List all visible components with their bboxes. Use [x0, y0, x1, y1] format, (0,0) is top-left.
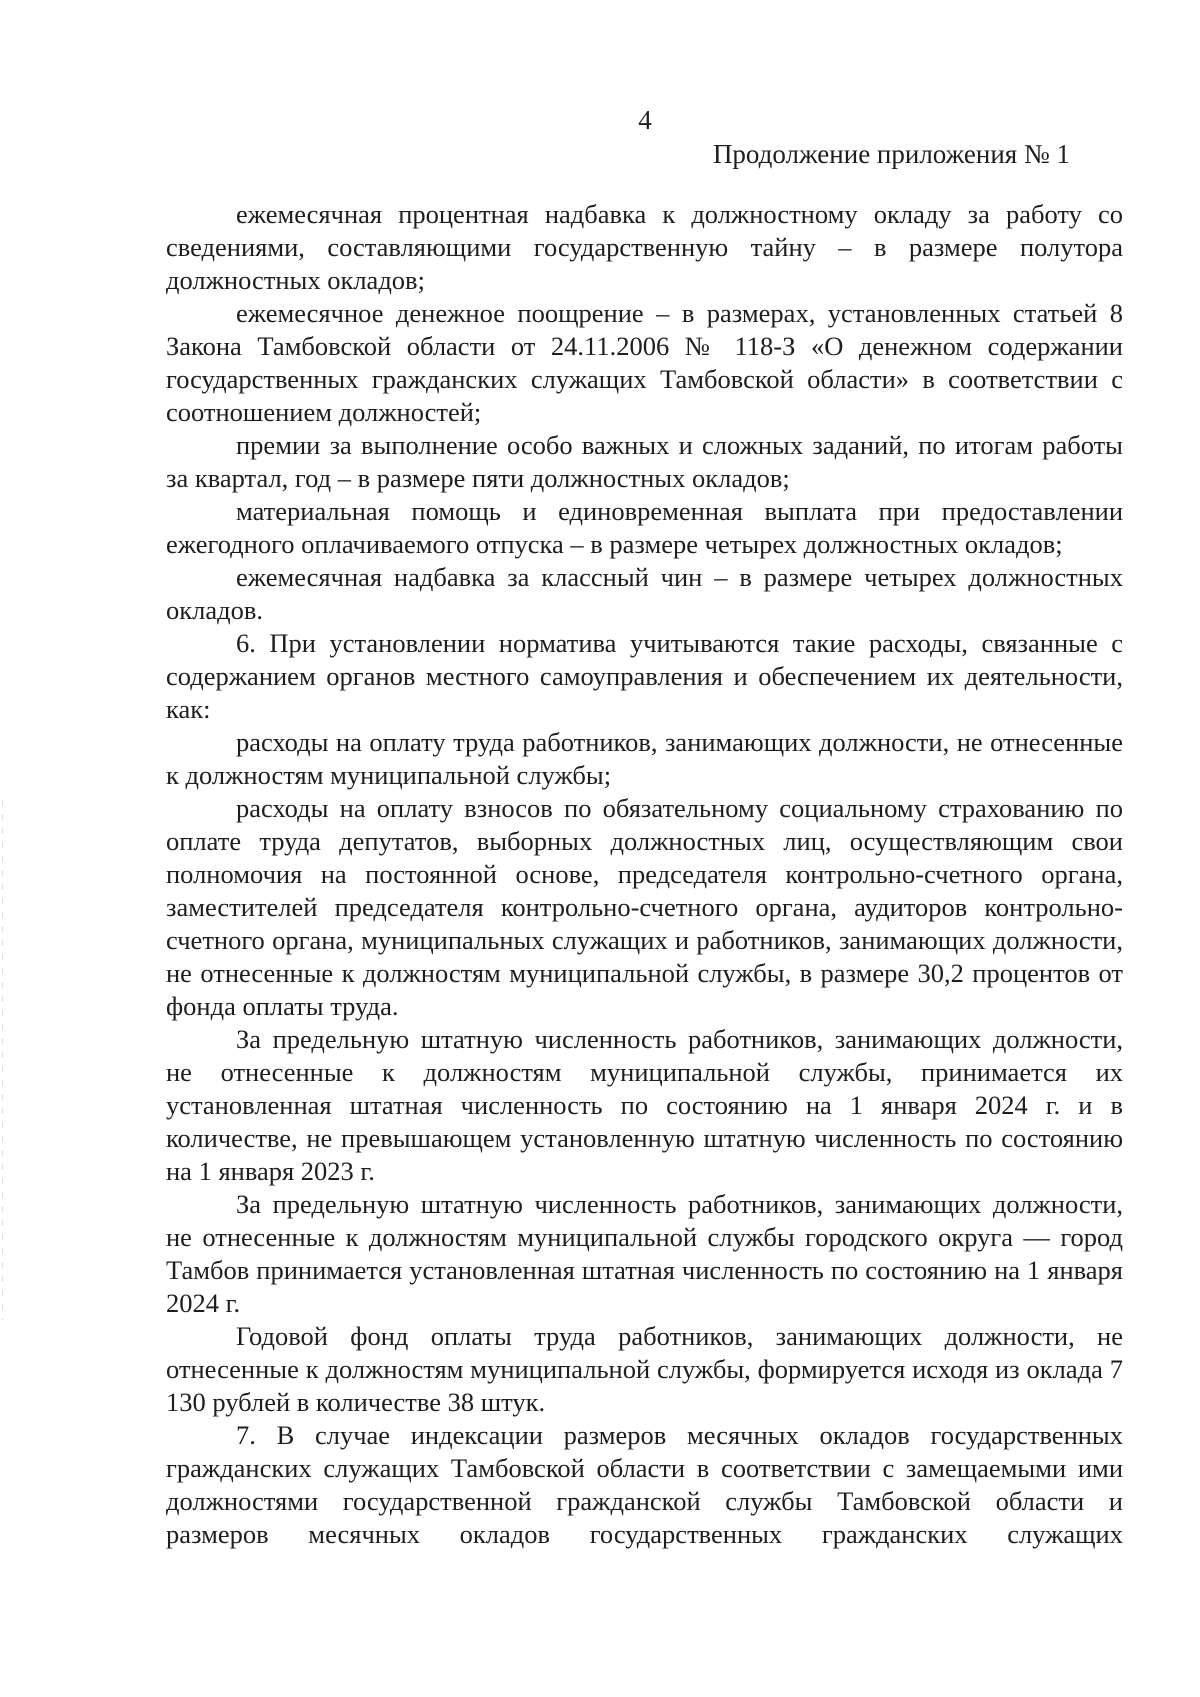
paragraph: расходы на оплату взносов по обязательному социальному страхованию по оплате труда депутатов, выборных должностных лиц, осуществляющим свои полномочия на постоянной основе, председателя контрольно-счетного органа, заместителей председателя контрольно-счетного органа, аудиторов контрольно-счетного органа, муниципальных служащих и работников, занимающих должности, не отнесенные к должностям муниципальной службы, в размере 30,2 процентов от фонда оплаты труда. — [166, 793, 1123, 1021]
paragraph: За предельную штатную численность работников, занимающих должности, не отнесенные к должностям муниципальной службы, принимается их установленная штатная численность по состоянию на 1 января 2024 г. и в количестве, не превышающем установленную штатную численность по состоянию на 1 января 2023 г. — [166, 1024, 1123, 1186]
scan-edge-mark — [2, 800, 3, 1320]
page-number: 4 — [638, 105, 652, 135]
paragraph: ежемесячная процентная надбавка к должностному окладу за работу со сведениями, составляющими государственную тайну – в размере полутора должностных окладов; — [166, 199, 1123, 295]
paragraph: 6. При установлении норматива учитываются такие расходы, связанные с содержанием органов местного самоуправления и обеспечением их деятельности, как: — [166, 628, 1123, 724]
paragraph: премии за выполнение особо важных и сложных заданий, по итогам работы за квартал, год – в размере пяти должностных окладов; — [166, 430, 1123, 493]
paragraph: материальная помощь и единовременная выплата при предоставлении ежегодного оплачиваемого отпуска – в размере четырех должностных окладов; — [166, 496, 1123, 559]
paragraph: Годовой фонд оплаты труда работников, занимающих должности, не отнесенные к должностям муниципальной службы, формируется исходя из оклада 7 130 рублей в количестве 38 штук. — [166, 1321, 1123, 1417]
paragraph: расходы на оплату труда работников, занимающих должности, не отнесенные к должностям муниципальной службы; — [166, 727, 1123, 790]
document-body — [166, 198, 1123, 1551]
paragraph: За предельную штатную численность работников, занимающих должности, не отнесенные к должностям муниципальной службы городского округа — город Тамбов принимается установленная штатная численность по состоянию на 1 января 2024 г. — [166, 1189, 1123, 1318]
appendix-continuation-label: Продолжение приложения № 1 — [712, 139, 1070, 169]
paragraph: 7. В случае индексации размеров месячных окладов государственных гражданских служащих Тамбовской области в соответствии с замещаемыми ими должностями государственной гражданской службы Тамбовской области и размеров месячных окладов государственных гражданских служащих — [166, 1420, 1123, 1549]
paragraph: ежемесячное денежное поощрение – в размерах, установленных статьей 8 Закона Тамбовской области от 24.11.2006 № 118-З «О денежном содержании государственных гражданских служащих Тамбовской области» в соответствии с соотношением должностей; — [166, 298, 1123, 427]
paragraph: ежемесячная надбавка за классный чин – в размере четырех должностных окладов. — [166, 562, 1123, 625]
